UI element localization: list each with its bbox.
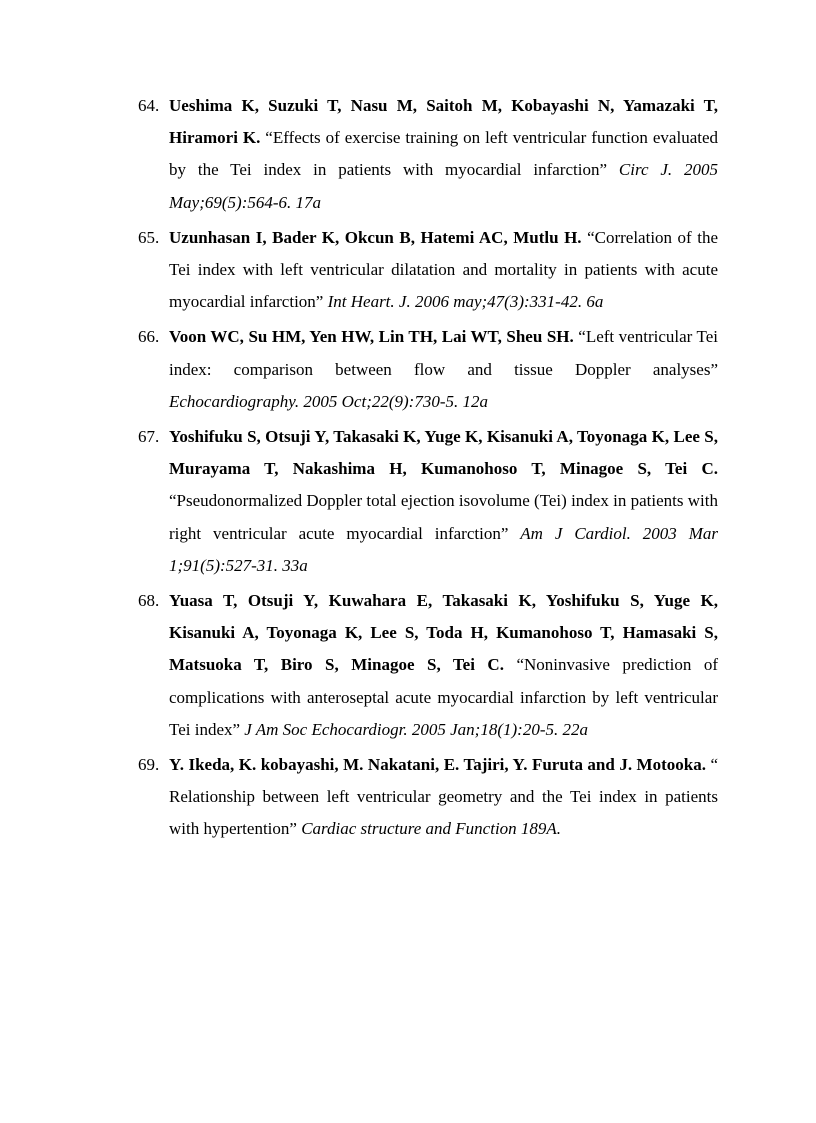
- reference-source: Echocardiography. 2005 Oct;22(9):730-5. 12a: [169, 391, 489, 411]
- reference-list: [138, 90, 718, 849]
- reference-number: 67.: [138, 427, 160, 447]
- reference-source: J Am Soc Echocardiogr. 2005 Jan;18(1):20-5. 22a: [244, 719, 588, 739]
- reference-number: 66.: [138, 327, 160, 347]
- reference-number: 64.: [138, 96, 160, 115]
- reference-item: [138, 585, 718, 746]
- reference-title: “Noninvasive prediction of complications with anteroseptal acute myocardial infarction by left ventricular Tei index”: [169, 655, 718, 739]
- reference-authors: Ueshima K, Suzuki T, Nasu M, Saitoh M, Kobayashi N, Yamazaki T, Hiramori K.: [169, 96, 718, 148]
- reference-authors: Yoshifuku S, Otsuji Y, Takasaki K, Yuge K, Kisanuki A, Toyonaga K, Lee S, Murayama T, Nakashima H, Kumanohoso T, Minagoe S, Tei C.: [169, 427, 718, 479]
- reference-item: [138, 749, 718, 846]
- reference-source: Circ J. 2005 May;69(5):564-6. 17a: [169, 160, 719, 212]
- reference-title: “Left ventricular Tei index: comparison between flow and tissue Doppler analyses”: [169, 327, 719, 379]
- reference-number: 65.: [138, 227, 160, 247]
- reference-authors: Uzunhasan I, Bader K, Okcun B, Hatemi AC, Mutlu H.: [169, 227, 582, 247]
- reference-source: Cardiac structure and Function 189A.: [301, 819, 562, 839]
- reference-title: “Correlation of the Tei index with left ventricular dilatation and mortality in patients with acute myocardial infarction”: [169, 227, 719, 312]
- reference-number: 69.: [138, 755, 160, 775]
- reference-item: [138, 90, 718, 219]
- reference-title: “ Relationship between left ventricular geometry and the Tei index in patients with hypertention”: [169, 755, 718, 839]
- reference-number: 68.: [138, 591, 160, 611]
- reference-item: [138, 321, 718, 418]
- reference-authors: Y. Ikeda, K. kobayashi, M. Nakatani, E. Tajiri, Y. Furuta and J. Motooka.: [169, 755, 706, 775]
- reference-authors: Yuasa T, Otsuji Y, Kuwahara E, Takasaki K, Yoshifuku S, Yuge K, Kisanuki A, Toyonaga K, Lee S, Toda H, Kumanohoso T, Hamasaki S, Matsuoka T, Biro S, Minagoe S, Tei C.: [169, 591, 718, 675]
- reference-source: Int Heart. J. 2006 may;47(3):331-42. 6a: [327, 292, 604, 312]
- reference-title: “Pseudonormalized Doppler total ejection isovolume (Tei) index in patients with right ventricular acute myocardial infarction”: [169, 491, 718, 543]
- reference-authors: Voon WC, Su HM, Yen HW, Lin TH, Lai WT, Sheu SH.: [169, 327, 574, 347]
- reference-source: Am J Cardiol. 2003 Mar 1;91(5):527-31. 33a: [169, 523, 718, 575]
- reference-item: [138, 222, 718, 319]
- reference-item: [138, 421, 718, 582]
- reference-title: “Effects of exercise training on left ventricular function evaluated by the Tei index in patients with myocardial infarction”: [169, 128, 719, 180]
